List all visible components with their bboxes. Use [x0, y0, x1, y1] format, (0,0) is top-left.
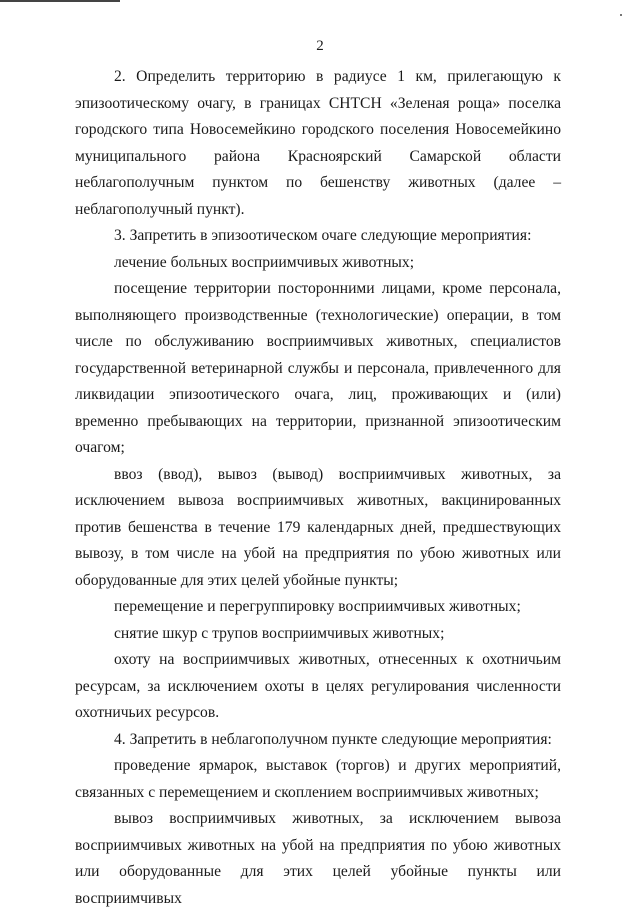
- paragraph-4-heading: 4. Запретить в неблагополучном пункте следующие мероприятия:: [114, 730, 552, 748]
- paragraph-export: вывоз восприимчивых животных, за исключением вывоза восприимчивых животных на убой на предприятия по убою животных или оборудованные для этих целей убойные пункты или восприимчивых: [75, 810, 561, 907]
- scan-dust-mark: [620, 14, 622, 16]
- paragraph-import-export: ввоз (ввод), вывоз (вывод) восприимчивых животных, за исключением вывоза восприимчивых животных, вакцинированных против бешенства в течение 179 календарных дней, предшествующих вывозу, в том числе на убой на предприятия по убою животных или оборудованные для этих целей убойные пункты;: [75, 465, 561, 589]
- paragraph-visits: посещение территории посторонними лицами, кроме персонала, выполняющего производственные (технологические) операции, в том числе по обслуживанию восприимчивых животных, специалистов государственной ветеринарной службы и персонала, привлеченного для ликвидации эпизоотического очага, лиц, проживающих и (или) временно пребывающих на территории, признанной эпизоотическим очагом;: [75, 280, 561, 456]
- paragraph-fairs: проведение ярмарок, выставок (торгов) и других мероприятий, связанных с перемещением и скоплением восприимчивых животных;: [75, 757, 561, 801]
- paragraph-3-heading: 3. Запретить в эпизоотическом очаге следующие мероприятия:: [114, 227, 532, 244]
- paragraph-regrouping: перемещение и перегруппировку восприимчивых животных;: [114, 598, 521, 615]
- paragraph-hunting: охоту на восприимчивых животных, отнесенных к охотничьим ресурсам, за исключением охоты в целях регулирования численности охотничьих ресурсов.: [75, 651, 561, 721]
- paragraph-2-define-territory: 2. Определить территорию в радиусе 1 км, прилегающую к эпизоотическому очагу, в границах СНТСН «Зеленая роща» поселка городского типа Новосемейкино городского поселения Новосемейкино муниципального района Красноярский Самарской области неблагополучным пунктом по бешенству животных (далее – неблагополучный пункт).: [75, 68, 561, 218]
- page-number: 2: [316, 38, 324, 54]
- scan-edge-mark: [0, 0, 120, 2]
- paragraph-treatment: лечение больных восприимчивых животных;: [114, 253, 415, 271]
- document-body: [75, 64, 561, 912]
- paragraph-skinning: снятие шкур с трупов восприимчивых животных;: [114, 624, 445, 642]
